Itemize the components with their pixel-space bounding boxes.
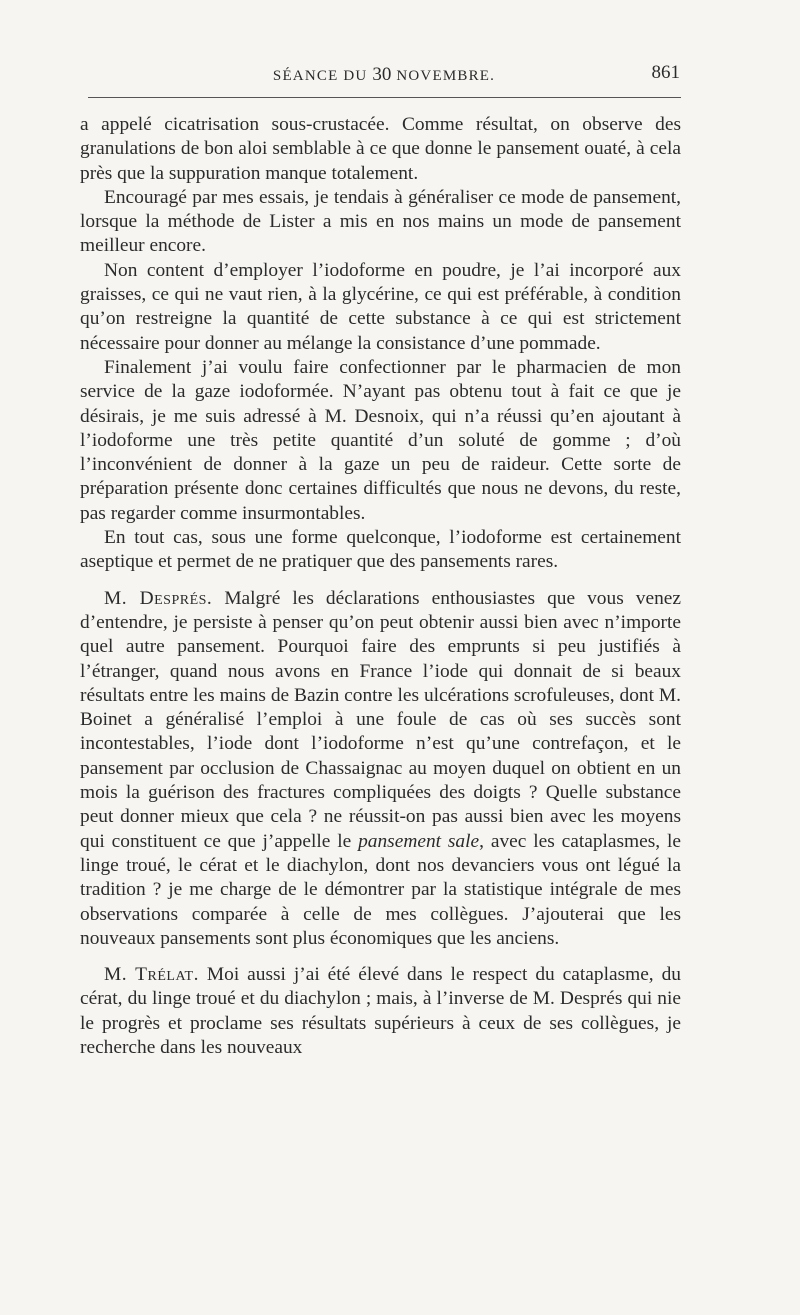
header-rule xyxy=(88,97,681,98)
paragraph-3: Non content d’employer l’iodoforme en poudre, je l’ai incorporé aux graisses, ce qui ne vaut rien, à la glycérine, ce qui est préférable, à condition qu’on restreigne la quantité de cette substance à ce qui est strictement nécessaire pour donner au mélange la consistance d’une pommade. xyxy=(80,259,681,354)
paragraph-2: Encouragé par mes essais, je tendais à généraliser ce mode de pansement, lorsque la méthode de Lister a mis en nos mains un mode de pansement meilleur encore. xyxy=(80,186,681,257)
running-head xyxy=(88,64,680,86)
running-head-day: 30 xyxy=(372,64,392,85)
italic-term: pansement sale xyxy=(358,830,480,852)
running-head-prefix: SÉANCE DU xyxy=(272,68,373,84)
speech-text: Moi aussi j’ai été élevé dans le respect du cataplasme, du cérat, du linge troué et du diachylon ; mais, à l’inverse de M. Després qui nie le progrès et proclame ses résultats supérieurs à ceux de ses collègues, je recherche dans les nouveaux xyxy=(80,964,681,1058)
speech-text: Malgré les déclarations enthousiastes que vous venez d’entendre, je persiste à penser qu’on peut obtenir aussi bien avec n’importe quel autre pansement. Pourquoi faire des emprunts si peu justifiés à l’étranger, quand nous avons en France l’iode qui donnait de si beaux résultats entre les mains de Bazin contre les ulcérations scrofuleuses, dont M. Boinet a généralisé l’emploi à une foule de cas où ses succès sont incontestables, l’iode dont l’iodoforme n’est qu’une contrefaçon, et le pansement par occlusion de Chassaignac au moyen duquel on obtient en un mois la guérison des fractures compliquées des doigts ? Quelle substance peut donner mieux que cela ? ne réussit-on pas aussi bien avec les moyens qui constituent ce que j’appelle le xyxy=(80,587,681,852)
paragraph-4: Finalement j’ai voulu faire confectionner par le pharmacien de mon service de la gaze iodoformée. N’ayant pas obtenu tout à fait ce que je désirais, je me suis adressé à M. Desnoix, qui n’a réussi qu’en ajoutant à l’iodoforme une très petite quantité d’un soluté de gomme ; d’où l’inconvénient de donner à la gaze un peu de raideur. Cette sorte de préparation présente donc certaines difficultés que nous ne devons, du reste, pas regarder comme insurmontables. xyxy=(80,356,681,524)
speaker-name: M. Trélat. xyxy=(104,964,199,986)
speech-text-continued: , avec les cataplasmes, le linge troué, le cérat et le diachylon, dont nos devanciers vous ont légué la tradition ? je me charge de le démontrer par la statistique intégrale de mes observations comparée à celle de mes collègues. J’ajouterai que les nouveaux pansements sont plus économiques que les anciens. xyxy=(80,830,681,949)
page-number: 861 xyxy=(651,62,680,83)
running-head-suffix: NOVEMBRE. xyxy=(391,68,496,84)
speaker-name: M. Després. xyxy=(104,587,213,609)
page-header xyxy=(88,64,680,90)
paragraph-5: En tout cas, sous une forme quelconque, l’iodoforme est certainement aseptique et permet de ne pratiquer que des pansements rares. xyxy=(80,527,681,573)
body-text xyxy=(80,113,681,1060)
paragraph-trelat xyxy=(80,963,681,1060)
paragraph-1: a appelé cicatrisation sous-crustacée. Comme résultat, on observe des granulations de bon aloi semblable à ce que donne le pansement ouaté, à cela près que la suppuration manque totalement. xyxy=(80,114,681,184)
paragraph-despres xyxy=(80,587,681,951)
